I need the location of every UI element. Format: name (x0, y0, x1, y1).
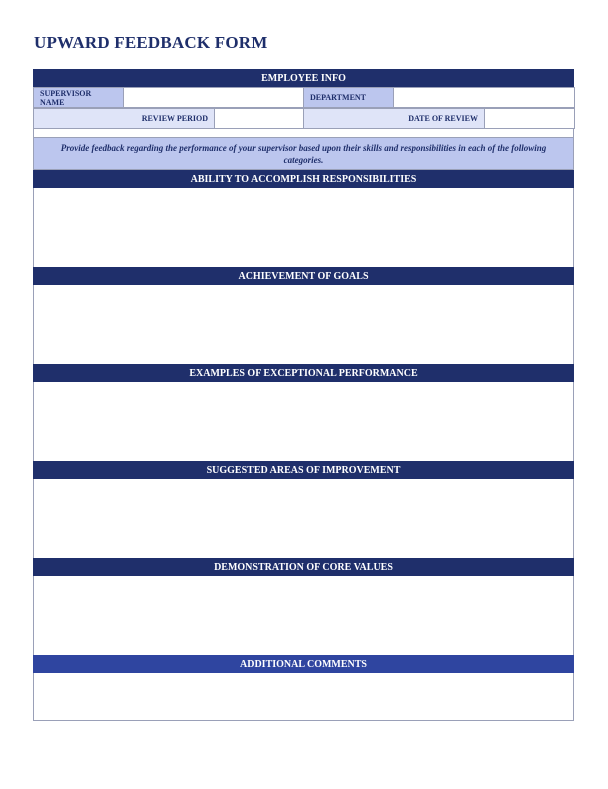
review-period-field[interactable] (215, 109, 304, 129)
section-area-responsibilities[interactable] (33, 188, 574, 267)
feedback-form (33, 69, 574, 721)
section-header-exceptional-performance: EXAMPLES OF EXCEPTIONAL PERFORMANCE (33, 364, 574, 382)
section-header-core-values: DEMONSTRATION OF CORE VALUES (33, 558, 574, 576)
department-label: DEPARTMENT (304, 88, 394, 108)
section-area-improvement[interactable] (33, 479, 574, 558)
section-header-responsibilities: ABILITY TO ACCOMPLISH RESPONSIBILITIES (33, 170, 574, 188)
info-spacer (33, 129, 574, 138)
section-area-additional-comments[interactable] (33, 673, 574, 721)
section-area-goals[interactable] (33, 285, 574, 364)
review-period-label: REVIEW PERIOD (34, 109, 215, 129)
date-of-review-label: DATE OF REVIEW (304, 109, 485, 129)
employee-info-table (33, 87, 575, 108)
employee-info-table-2 (33, 108, 575, 129)
section-area-exceptional-performance[interactable] (33, 382, 574, 461)
info-row-1 (34, 88, 575, 108)
date-of-review-field[interactable] (485, 109, 575, 129)
department-field[interactable] (394, 88, 575, 108)
section-area-core-values[interactable] (33, 576, 574, 655)
section-header-improvement: SUGGESTED AREAS OF IMPROVEMENT (33, 461, 574, 479)
section-header-additional-comments: ADDITIONAL COMMENTS (33, 655, 574, 673)
supervisor-name-field[interactable] (124, 88, 304, 108)
supervisor-name-label: SUPERVISOR NAME (34, 88, 124, 108)
instruction-text: Provide feedback regarding the performance of your supervisor based upon their skills and responsibilities in each of the following categories. (33, 138, 574, 170)
form-title: UPWARD FEEDBACK FORM (34, 33, 268, 52)
section-header-goals: ACHIEVEMENT OF GOALS (33, 267, 574, 285)
employee-info-header: EMPLOYEE INFO (33, 69, 574, 87)
info-row-2 (34, 109, 575, 129)
